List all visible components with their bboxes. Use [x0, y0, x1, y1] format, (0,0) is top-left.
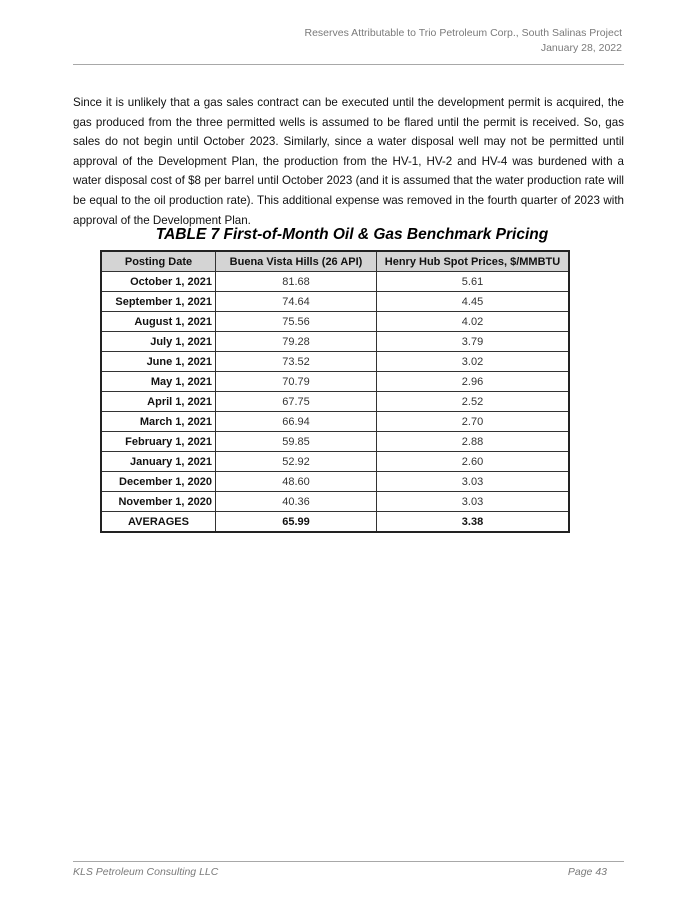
buena-vista-price-cell: 52.92: [216, 452, 377, 472]
posting-date-cell: August 1, 2021: [101, 312, 216, 332]
posting-date-cell: May 1, 2021: [101, 372, 216, 392]
posting-date-cell: July 1, 2021: [101, 332, 216, 352]
buena-vista-price-cell: 48.60: [216, 472, 377, 492]
page-header: [305, 26, 623, 56]
henry-hub-price-cell: 3.38: [377, 512, 570, 533]
henry-hub-price-cell: 4.02: [377, 312, 570, 332]
henry-hub-price-cell: 3.02: [377, 352, 570, 372]
table-row: [101, 452, 569, 472]
table-header-row: [101, 251, 569, 272]
posting-date-cell: October 1, 2021: [101, 272, 216, 292]
buena-vista-price-cell: 79.28: [216, 332, 377, 352]
buena-vista-price-cell: 73.52: [216, 352, 377, 372]
buena-vista-price-cell: 74.64: [216, 292, 377, 312]
column-header-posting-date: Posting Date: [101, 251, 216, 272]
footer-page-number: Page 43: [567, 866, 607, 878]
averages-row: [101, 512, 569, 533]
buena-vista-price-cell: 40.36: [216, 492, 377, 512]
posting-date-cell: June 1, 2021: [101, 352, 216, 372]
header-report-title: Reserves Attributable to Trio Petroleum Corp., South Salinas Project: [304, 27, 622, 39]
buena-vista-price-cell: 66.94: [216, 412, 377, 432]
buena-vista-price-cell: 59.85: [216, 432, 377, 452]
table-row: [101, 272, 569, 292]
henry-hub-price-cell: 4.45: [377, 292, 570, 312]
henry-hub-price-cell: 2.96: [377, 372, 570, 392]
table-row: [101, 332, 569, 352]
henry-hub-price-cell: 2.60: [377, 452, 570, 472]
posting-date-cell: September 1, 2021: [101, 292, 216, 312]
body-paragraph: Since it is unlikely that a gas sales contract can be executed until the development permit is acquired, the gas produced from the three permitted wells is assumed to be flared until the permit is received. So, gas sales do not begin until October 2023. Similarly, since a water disposal well may not be permitted until approval of the Development Plan, the production from the HV-1, HV-2 and HV-4 was burdened with a water disposal cost of $8 per barrel until October 2023 (and it is assumed that the water production rate will be equal to the oil production rate). This additional expense was removed in the fourth quarter of 2023 with approval of the Development Plan.: [73, 96, 624, 227]
henry-hub-price-cell: 2.52: [377, 392, 570, 412]
header-date: January 28, 2022: [540, 42, 622, 54]
buena-vista-price-cell: 75.56: [216, 312, 377, 332]
table-row: [101, 372, 569, 392]
posting-date-cell: AVERAGES: [101, 512, 216, 533]
buena-vista-price-cell: 70.79: [216, 372, 377, 392]
posting-date-cell: January 1, 2021: [101, 452, 216, 472]
table-row: [101, 412, 569, 432]
buena-vista-price-cell: 67.75: [216, 392, 377, 412]
henry-hub-price-cell: 2.70: [377, 412, 570, 432]
posting-date-cell: March 1, 2021: [101, 412, 216, 432]
table-row: [101, 352, 569, 372]
header-divider: [73, 64, 624, 65]
buena-vista-price-cell: 81.68: [216, 272, 377, 292]
henry-hub-price-cell: 3.79: [377, 332, 570, 352]
table-row: [101, 432, 569, 452]
posting-date-cell: February 1, 2021: [101, 432, 216, 452]
henry-hub-price-cell: 3.03: [377, 472, 570, 492]
table-title: TABLE 7 First-of-Month Oil & Gas Benchmark Pricing: [155, 226, 549, 243]
table-row: [101, 392, 569, 412]
buena-vista-price-cell: 65.99: [216, 512, 377, 533]
posting-date-cell: April 1, 2021: [101, 392, 216, 412]
henry-hub-price-cell: 5.61: [377, 272, 570, 292]
column-header-buena-vista: Buena Vista Hills (26 API): [216, 251, 377, 272]
table-row: [101, 472, 569, 492]
posting-date-cell: November 1, 2020: [101, 492, 216, 512]
henry-hub-price-cell: 2.88: [377, 432, 570, 452]
column-header-henry-hub: Henry Hub Spot Prices, $/MMBTU: [377, 251, 570, 272]
posting-date-cell: December 1, 2020: [101, 472, 216, 492]
pricing-table: [100, 250, 570, 533]
table-row: [101, 292, 569, 312]
henry-hub-price-cell: 3.03: [377, 492, 570, 512]
table-row: [101, 492, 569, 512]
footer-divider: [73, 861, 624, 862]
footer-company: KLS Petroleum Consulting LLC: [73, 866, 219, 878]
table-row: [101, 312, 569, 332]
